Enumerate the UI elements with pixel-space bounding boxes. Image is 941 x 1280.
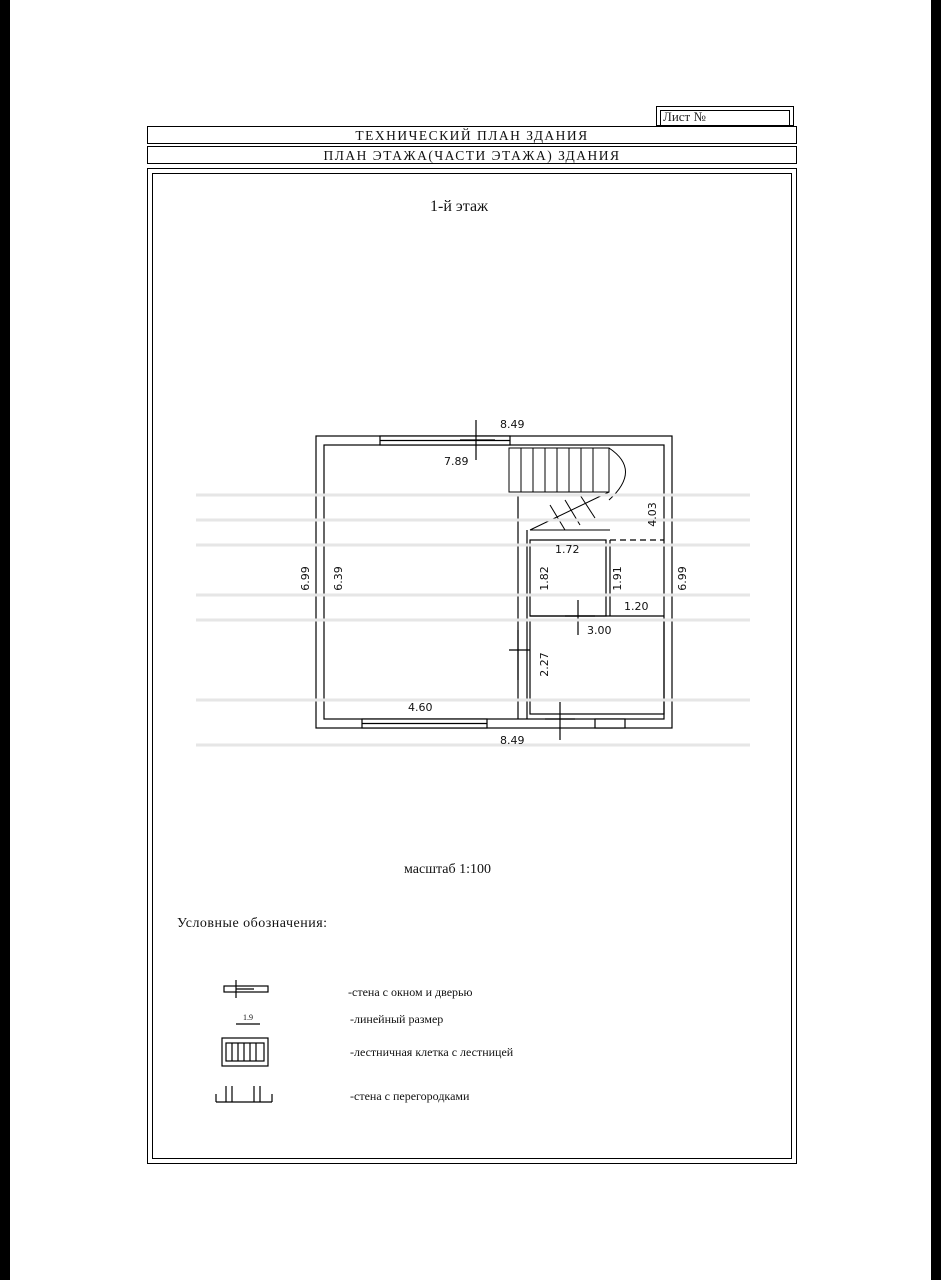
dim-top-outer: 8.49 — [500, 418, 525, 431]
floor-label: 1-й этаж — [430, 198, 489, 215]
scale-label: масштаб 1:100 — [404, 862, 491, 877]
floor-plan — [10, 0, 931, 1280]
legend-symbols — [216, 980, 272, 1102]
document-title-text: ТЕХНИЧЕСКИЙ ПЛАН ЗДАНИЯ — [355, 128, 589, 143]
dim-room-small-right: 1.91 — [610, 566, 624, 591]
dim-room-small-width: 1.72 — [555, 543, 580, 556]
document-page — [10, 0, 931, 1280]
dim-room-small-left: 1.82 — [537, 566, 551, 591]
dim-bottom-outer: 8.49 — [500, 734, 525, 747]
legend-dim-sample: 1.9 — [243, 1013, 253, 1022]
dim-left-inner: 6.39 — [331, 566, 345, 591]
dim-right-outer: 6.99 — [675, 566, 689, 591]
legend-title: Условные обозначения: — [177, 916, 328, 931]
staircase — [509, 448, 626, 530]
dim-room-lower-width: 3.00 — [587, 624, 612, 637]
document-subtitle-text: ПЛАН ЭТАЖА(ЧАСТИ ЭТАЖА) ЗДАНИЯ — [323, 148, 621, 163]
legend-item-linear-dimension: -линейный размер — [350, 1012, 444, 1026]
sheet-number-label: Лист № — [663, 109, 706, 124]
dim-left-outer: 6.99 — [298, 566, 312, 591]
dim-passage: 1.20 — [624, 600, 649, 613]
legend-item-wall-partitions: -стена с перегородками — [350, 1089, 470, 1103]
dim-room-lower-height: 2.27 — [537, 652, 551, 677]
dim-top-inner: 7.89 — [444, 455, 469, 468]
dim-bottom-inner: 4.60 — [408, 701, 433, 714]
legend-item-stairwell: -лестничная клетка с лестницей — [350, 1045, 514, 1059]
legend-item-wall-window-door: -стена с окном и дверью — [348, 985, 473, 999]
bottom-right-window — [595, 719, 625, 728]
dim-stair-side: 4.03 — [645, 502, 659, 527]
